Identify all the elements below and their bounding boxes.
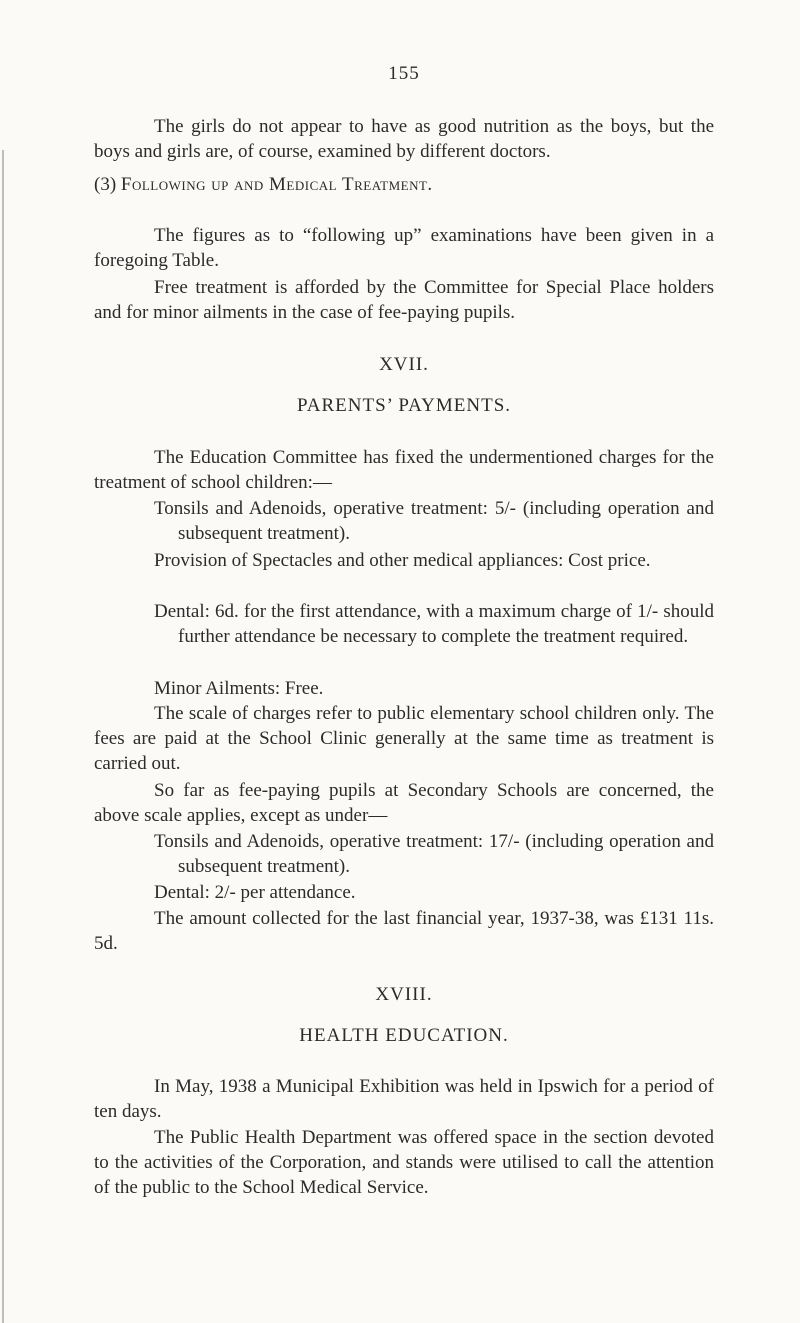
charge-item: Dental: 6d. for the first attendance, with a maximum charge of 1/- should further attendance be necessary to complete the treatment required.: [154, 601, 714, 647]
following-up-paragraph: The figures as to “following up” examinations have been given in a foregoing Table.: [94, 225, 714, 271]
secondary-charge-item: Tonsils and Adenoids, operative treatment: 17/- (including operation and subsequent treatment).: [154, 831, 714, 877]
charges-intro-paragraph: The Education Committee has fixed the undermentioned charges for the treatment of school children:—: [94, 447, 714, 493]
charge-item: Minor Ailments: Free.: [154, 678, 324, 699]
nutrition-paragraph: The girls do not appear to have as good nutrition as the boys, but the boys and girls are, of course, examined by different doctors.: [94, 116, 714, 162]
free-treatment-paragraph: Free treatment is afforded by the Committee for Special Place holders and for minor ailments in the case of fee-paying pupils.: [94, 277, 714, 323]
section-18-title: HEALTH EDUCATION.: [299, 1025, 509, 1046]
secondary-charge-item: Dental: 2/- per attendance.: [154, 882, 356, 903]
section-3-heading: [94, 172, 714, 197]
section-17-numeral: XVII.: [379, 354, 429, 375]
charge-item: Provision of Spectacles and other medical appliances: Cost price.: [154, 550, 651, 571]
section-3-number: (3): [94, 174, 117, 195]
scale-note-paragraph: The scale of charges refer to public elementary school children only. The fees are paid at the School Clinic generally at the same time as treatment is carried out.: [94, 703, 714, 774]
section-18-numeral: XVIII.: [375, 984, 433, 1005]
secondary-intro-paragraph: So far as fee-paying pupils at Secondary Schools are concerned, the above scale applies, except as under—: [94, 780, 714, 826]
department-paragraph: The Public Health Department was offered space in the section devoted to the activities of the Corporation, and stands were utilised to call the attention of the public to the School Medical Service.: [94, 1127, 714, 1198]
charge-item: Tonsils and Adenoids, operative treatment: 5/- (including operation and subsequent treatment).: [154, 498, 714, 544]
amount-collected-paragraph: The amount collected for the last financial year, 1937-38, was £131 11s. 5d.: [94, 908, 714, 954]
section-17-title: PARENTS’ PAYMENTS.: [296, 395, 512, 416]
page-number: 155: [388, 63, 420, 84]
exhibition-paragraph: In May, 1938 a Municipal Exhibition was held in Ipswich for a period of ten days.: [94, 1076, 714, 1122]
page-edge-rule: [2, 150, 4, 1323]
section-3-title: Following up and Medical Treatment.: [120, 174, 433, 195]
